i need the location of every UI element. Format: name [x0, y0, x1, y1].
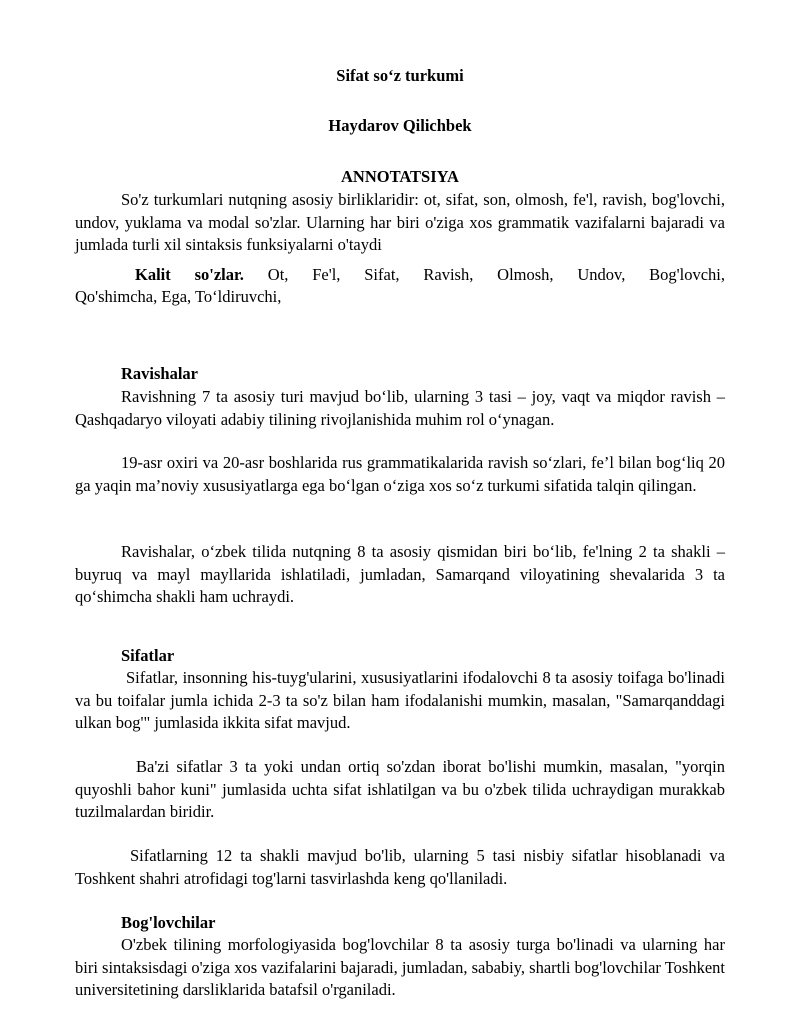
abstract-heading: ANNOTATSIYA: [341, 167, 459, 186]
document-title: Sifat so‘z turkumi: [336, 66, 464, 85]
keywords-list-part-1: Ot, Fe'l, Sifat, Ravish, Olmosh, Undov, Bog'lovchi,: [267, 265, 726, 284]
paragraph: Ravishning 7 ta asosiy turi mavjud bo‘lib, ularning 3 tasi – joy, vaqt va miqdor ravish – Qashqadaryo viloyati adabiy tilining rivojlanishida muhim rol o‘ynagan.: [75, 387, 725, 429]
abstract-text: So'z turkumlari nutqning asosiy birliklaridir: ot, sifat, son, olmosh, fe'l, ravish, bog'lovchi, undov, yuklama va modal so'zlar. Ularning har biri o'ziga xos grammatik vazifalarni bajaradi va jumlada turli xil sintaksis funksiyalarni o'taydi: [75, 190, 725, 254]
paragraph: Ravishalar, o‘zbek tilida nutqning 8 ta asosiy qismidan biri bo‘lib, fe'lning 2 ta shakli – buyruq va mayl mayllarida ishlatiladi, jumladan, Samarqand viloyatining shevalarida 3 ta qo‘shimcha shakli ham uchraydi.: [75, 542, 725, 606]
section-heading-boglovchilar: Bog'lovchilar: [121, 913, 216, 932]
keywords-line-2: Qo'shimcha, Ega, To‘ldiruvchi,: [75, 287, 282, 306]
paragraph: 19-asr oxiri va 20-asr boshlarida rus grammatikalarida ravish so‘zlari, fe’l bilan bog‘liq 20 ga yaqin ma’noviy xususiyatlarga ega bo‘lgan o‘ziga xos so‘z turkumi sifatida talqin qilingan.: [75, 453, 725, 495]
paragraph: Sifatlarning 12 ta shakli mavjud bo'lib, ularning 5 tasi nisbiy sifatlar hisoblanadi va Toshkent shahri atrofidagi tog'larni tasvirlashda keng qo'llaniladi.: [75, 846, 725, 888]
paragraph: O'zbek tilining morfologiyasida bog'lovchilar 8 ta asosiy turga bo'linadi va ularning har biri sintaksisdagi o'ziga xos vazifalarini bajaradi, jumladan, sababiy, shartli bog'lovchilar Toshkent universitetining darsliklarida batafsil o'rganiladi.: [75, 935, 725, 999]
keywords-line-1: [75, 264, 725, 287]
keywords-label: Kalit so'zlar.: [135, 265, 244, 284]
section-heading-ravishalar: Ravishalar: [121, 364, 199, 383]
paragraph: Ba'zi sifatlar 3 ta yoki undan ortiq so'zdan iborat bo'lishi mumkin, masalan, "yorqin quyoshli bahor kuni" jumlasida uchta sifat ishlatilgan va bu o'zbek tilida uchraydigan murakkab tuzilmalardan biridir.: [75, 757, 725, 821]
section-heading-sifatlar: Sifatlar: [121, 646, 175, 665]
paragraph: Sifatlar, insonning his-tuyg'ularini, xususiyatlarini ifodalovchi 8 ta asosiy toifaga bo'linadi va bu toifalar jumla ichida 2-3 ta so'z bilan ham ifodalanishi mumkin, masalan, "Samarqanddagi ulkan bog'" jumlasida ikkita sifat mavjud.: [75, 668, 725, 732]
author-name: Haydarov Qilichbek: [328, 116, 472, 135]
